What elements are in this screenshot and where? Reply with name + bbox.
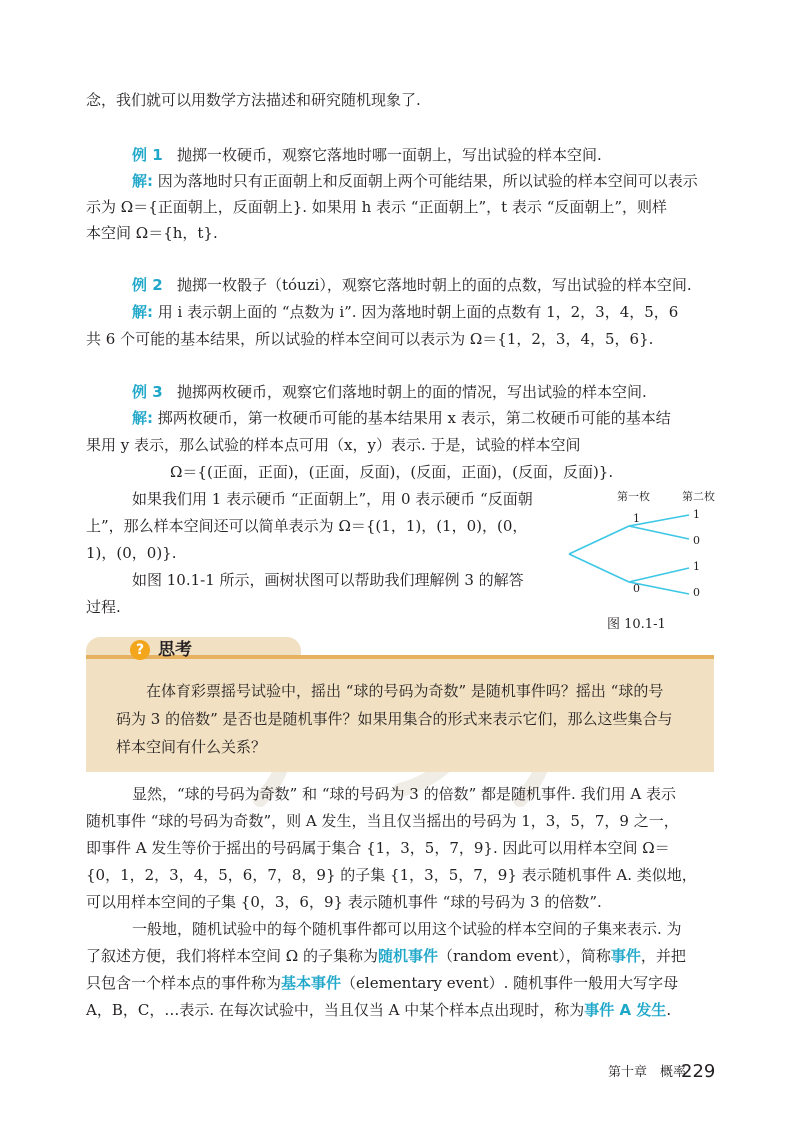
tree-node-first-0: 0 (633, 582, 640, 595)
example-1-question: 抛掷一枚硬币，观察它落地时哪一面朝上，写出试验的样本空间. (176, 146, 602, 164)
page-number: 229 (681, 1061, 716, 1082)
solution-label: 解: (132, 409, 153, 427)
term-event-a-occurs: 事件 A 发生 (584, 1001, 667, 1019)
tree-diagram (565, 488, 725, 608)
example-2-solution-line (132, 302, 678, 322)
example-2-label: 例 2 (132, 276, 163, 294)
solution-label: 解: (132, 303, 153, 321)
text-segment: 只包含一个样本点的事件称为 (86, 974, 282, 992)
example-3 (132, 382, 647, 402)
tree-leaf: 0 (693, 534, 700, 547)
sample-space-formula: Ω＝{(正面，正面)，(正面，反面)，(反面，正面)，(反面，反面)}. (170, 463, 614, 481)
solution-label: 解: (132, 172, 153, 190)
body-text-line: 即事件 A 发生等价于摇出的号码属于集合 {1，3，5，7，9}. 因此可以用样本空间 Ω＝ (86, 839, 670, 857)
intro-line: 念，我们就可以用数学方法描述和研究随机现象了. (86, 91, 421, 109)
side-text-line: 上”，那么样本空间还可以简单表示为 Ω＝{(1，1)，(1，0)，(0， (86, 517, 528, 535)
tree-branch (569, 554, 629, 582)
example-3-question: 抛掷两枚硬币，观察它们落地时朝上的面的情况，写出试验的样本空间. (176, 383, 647, 401)
example-1-text-line: 示为 Ω＝{正面朝上，反面朝上}. 如果用 h 表示 “正面朝上”，t 表示 “反面朝上”，则样 (86, 198, 668, 216)
body-text-line: 可以用样本空间的子集 {0，3，6，9} 表示随机事件 “球的号码为 3 的倍数”. (86, 893, 602, 911)
tree-branch (569, 526, 629, 554)
think-text-line: 在体育彩票摇号试验中，摇出 “球的号码为奇数” 是随机事件吗？摇出 “球的号 (146, 682, 664, 700)
side-text-line: 如果我们用 1 表示硬币 “正面朝上”，用 0 表示硬币 “反面朝 (132, 490, 533, 508)
body-text-line: 显然，“球的号码为奇数” 和 “球的号码为 3 的倍数” 都是随机事件. 我们用 A 表示 (132, 785, 676, 803)
example-1 (132, 145, 602, 165)
tree-branch (629, 526, 689, 539)
side-text-line: 如图 10.1-1 所示，画树状图可以帮助我们理解例 3 的解答 (132, 571, 524, 589)
text-segment: （random event），简称 (438, 947, 611, 965)
tree-leaf: 1 (693, 508, 700, 521)
body-text-line (86, 946, 686, 966)
example-3-text-line: 掷两枚硬币，第一枚硬币可能的基本结果用 x 表示，第二枚硬币可能的基本结 (157, 409, 671, 427)
body-text-line: 随机事件 “球的号码为奇数”，则 A 发生，当且仅当摇出的号码为 1，3，5，7，9 之一， (86, 812, 679, 830)
term-event: 事件 (610, 947, 641, 965)
think-text-line: 码为 3 的倍数” 是否也是随机事件？如果用集合的形式来表示它们，那么这些集合与 (116, 710, 673, 728)
example-3-text-line: 果用 y 表示，那么试验的样本点可用（x，y）表示. 于是，试验的样本空间 (86, 436, 581, 454)
term-elementary-event: 基本事件 (281, 974, 342, 992)
tree-leaf: 1 (693, 560, 700, 573)
text-segment: . (666, 1001, 672, 1019)
example-2-question: 抛掷一枚骰子（tóuzi），观察它落地时朝上的面的点数，写出试验的样本空间. (176, 276, 692, 294)
term-random-event: 随机事件 (377, 947, 438, 965)
tree-leaf: 0 (693, 586, 700, 599)
tree-node-first-1: 1 (633, 512, 640, 525)
tree-branches (569, 515, 689, 594)
example-1-solution-line (132, 171, 698, 191)
example-1-text-line: 因为落地时只有正面朝上和反面朝上两个可能结果，所以试验的样本空间可以表示 (157, 172, 698, 190)
tree-header-second: 第二枚 (682, 490, 715, 503)
example-2-text-line: 用 i 表示朝上面的 “点数为 i”. 因为落地时朝上面的点数有 1，2，3，4，5，6 (157, 303, 679, 321)
example-1-label: 例 1 (132, 146, 163, 164)
body-text-line: 一般地，随机试验中的每个随机事件都可以用这个试验的样本空间的子集来表示. 为 (132, 920, 682, 938)
body-text-line (86, 1000, 671, 1020)
text-segment: A，B，C，…表示. 在每次试验中，当且仅当 A 中某个样本点出现时，称为 (86, 1001, 585, 1019)
text-segment: 了叙述方便，我们将样本空间 Ω 的子集称为 (86, 947, 378, 965)
body-text-line (86, 973, 678, 993)
tree-branch (629, 568, 689, 582)
body-text-line: {0，1，2，3，4，5，6，7，8，9} 的子集 {1，3，5，7，9} 表示随机事件 A. 类似地， (86, 866, 697, 884)
example-2-text-line: 共 6 个可能的基本结果，所以试验的样本空间可以表示为 Ω＝{1，2，3，4，5，6}. (86, 330, 654, 348)
side-text-line: 过程. (86, 598, 121, 616)
question-icon: ? (130, 640, 150, 660)
footer-chapter: 第十章 概率 (608, 1065, 687, 1080)
example-3-solution-line (132, 408, 671, 428)
example-1-text-line: 本空间 Ω＝{h，t}. (86, 224, 218, 242)
example-2 (132, 275, 692, 295)
figure-caption: 图 10.1-1 (607, 617, 666, 632)
think-text-line: 样本空间有什么关系？ (116, 738, 267, 756)
example-3-label: 例 3 (132, 383, 163, 401)
text-segment: （elementary event）. 随机事件一般用大写字母 (341, 974, 679, 992)
side-text-line: 1)，(0，0)}. (86, 544, 177, 562)
tree-header-first: 第一枚 (617, 490, 650, 503)
think-title: 思考 (158, 640, 192, 660)
text-segment: ，并把 (640, 947, 686, 965)
